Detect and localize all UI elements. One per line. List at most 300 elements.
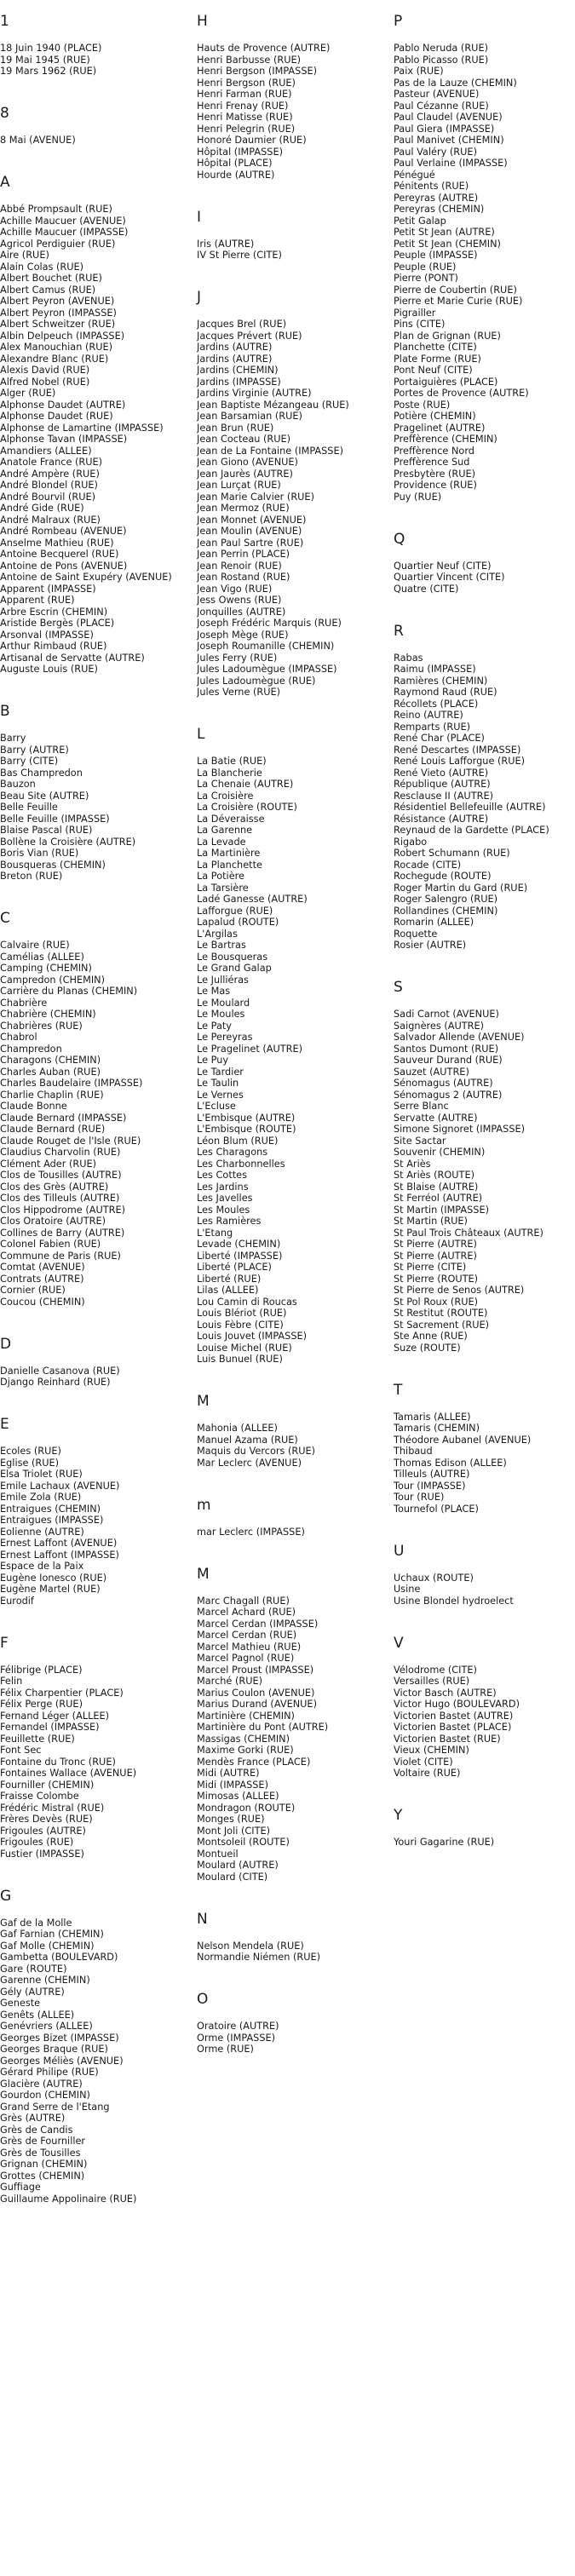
- street-entry: Eolienne (AUTRE): [0, 1526, 84, 1538]
- street-entry: Alphonse Daudet (AUTRE): [0, 399, 126, 411]
- street-entry: Guffiage: [0, 2182, 41, 2193]
- street-entry: Les Charbonnelles: [197, 1158, 285, 1170]
- street-entry: Gérard Philipe (RUE): [0, 2067, 99, 2078]
- street-entry: Jardins Virginie (AUTRE): [197, 388, 312, 399]
- street-entry: Marcel Achard (RUE): [197, 1607, 296, 1618]
- street-entry: Pablo Neruda (RUE): [394, 43, 488, 54]
- street-entry: Preffèrence (CHEMIN): [394, 434, 497, 445]
- street-entry: Victor Basch (AUTRE): [394, 1687, 497, 1699]
- street-entry: Clément Ader (RUE): [0, 1158, 97, 1170]
- street-entry: Le Moulard: [197, 997, 250, 1009]
- letter-section: [394, 623, 575, 952]
- street-entry: Portes de Provence (AUTRE): [394, 388, 529, 399]
- street-entry: Tamaris (ALLEE): [394, 1411, 471, 1423]
- street-entry: André Ampère (RUE): [0, 468, 100, 480]
- street-entry: Jacques Prévert (RUE): [197, 330, 302, 342]
- street-entry: Jean Baptiste Mézangeau (RUE): [197, 399, 349, 411]
- street-entry: Levade (CHEMIN): [197, 1239, 281, 1250]
- street-entry: Colonel Fabien (RUE): [0, 1239, 101, 1250]
- street-entry: Jules Verne (RUE): [197, 687, 281, 698]
- street-entry: Fontaines Wallace (AVENUE): [0, 1768, 137, 1779]
- street-entry: Jules Ladoumègue (IMPASSE): [197, 664, 337, 675]
- street-entry: Jean Cocteau (RUE): [197, 434, 291, 445]
- street-entry: Petit Galap: [394, 215, 446, 227]
- street-entry: Quatre (CITE): [394, 583, 459, 595]
- street-entry: Champredon: [0, 1043, 62, 1055]
- street-entry: Henri Barbusse (RUE): [197, 54, 302, 66]
- street-entry: Fustier (IMPASSE): [0, 1848, 84, 1860]
- street-entry: Albert Peyron (IMPASSE): [0, 307, 117, 319]
- street-entry: Raymond Raud (RUE): [394, 687, 497, 698]
- street-entry: L'Etang: [197, 1227, 233, 1239]
- street-entry: Ladé Ganesse (AUTRE): [197, 894, 308, 905]
- street-entry: Pénégué: [394, 169, 435, 181]
- street-entry: Jules Ladoumègue (RUE): [197, 675, 316, 687]
- street-entry: Joseph Frédéric Marquis (RUE): [197, 618, 342, 629]
- street-entry: Jean Rostand (RUE): [197, 572, 290, 583]
- street-entry: Midi (AUTRE): [197, 1768, 260, 1779]
- street-entry: Jean Giono (AVENUE): [197, 457, 298, 468]
- street-entry: La Garenne: [197, 825, 253, 836]
- street-entry: IV St Pierre (CITE): [197, 250, 282, 261]
- street-entry: René Descartes (IMPASSE): [394, 744, 521, 756]
- street-entry: Charles Auban (RUE): [0, 1066, 101, 1078]
- street-entry: Servatte (AUTRE): [394, 1112, 478, 1124]
- street-entry: Collines de Barry (AUTRE): [0, 1227, 125, 1239]
- street-entry: Souvenir (CHEMIN): [394, 1147, 486, 1158]
- street-entry: Danielle Casanova (RUE): [0, 1365, 120, 1377]
- street-entry: Marcel Mathieu (RUE): [197, 1641, 302, 1653]
- street-list: [0, 940, 184, 1308]
- street-entry: Breton (RUE): [0, 871, 63, 882]
- street-entry: Marcel Pagnol (RUE): [197, 1653, 295, 1664]
- street-entry: Les Jardins: [197, 1181, 249, 1193]
- street-entry: Moulard (CITE): [197, 1871, 268, 1883]
- street-entry: Preffèrence Sud: [394, 457, 470, 468]
- street-list: [197, 1527, 381, 1538]
- street-entry: Tilleuls (AUTRE): [394, 1469, 470, 1480]
- street-entry: St Sacrement (RUE): [394, 1319, 490, 1331]
- street-entry: Rochegude (ROUTE): [394, 871, 492, 882]
- street-entry: Alex Manouchian (RUE): [0, 342, 113, 353]
- street-entry: Suze (ROUTE): [394, 1342, 461, 1354]
- street-entry: Chabrol: [0, 1032, 37, 1043]
- street-entry: Genêts (ALLEE): [0, 2009, 75, 2021]
- section-letter: E: [0, 1416, 9, 1433]
- street-entry: Jean Marie Calvier (RUE): [197, 491, 314, 503]
- street-entry: Barry (CITE): [0, 756, 59, 767]
- street-entry: Henri Bergson (IMPASSE): [197, 66, 318, 77]
- section-letter: B: [0, 703, 10, 720]
- street-entry: Cornier (RUE): [0, 1285, 66, 1296]
- street-entry: Marius Coulon (AVENUE): [197, 1687, 315, 1699]
- street-entry: La Tarsière: [197, 882, 249, 894]
- street-entry: La Potière: [197, 871, 244, 882]
- street-entry: Versailles (RUE): [394, 1676, 470, 1687]
- letter-section: [197, 1497, 381, 1538]
- street-entry: Mondragon (ROUTE): [197, 1802, 296, 1814]
- street-entry: Ramières (CHEMIN): [394, 675, 488, 687]
- street-entry: Emile Zola (RUE): [0, 1492, 82, 1503]
- street-entry: Achille Maucuer (AVENUE): [0, 215, 126, 227]
- section-letter: R: [394, 622, 404, 640]
- street-entry: Blaise Pascal (RUE): [0, 825, 93, 836]
- street-entry: République (AUTRE): [394, 779, 491, 790]
- street-entry: Félix Perge (RUE): [0, 1699, 83, 1710]
- street-entry: Anselme Mathieu (RUE): [0, 537, 114, 549]
- street-entry: Pierre de Coubertin (RUE): [394, 284, 517, 296]
- letter-section: [394, 13, 575, 503]
- street-entry: Entraigues (IMPASSE): [0, 1515, 104, 1526]
- street-entry: Peuple (RUE): [394, 261, 457, 273]
- street-entry: Normandie Niémen (RUE): [197, 1952, 321, 1963]
- street-entry: Amandiers (ALLEE): [0, 445, 92, 457]
- street-entry: Robert Schumann (RUE): [394, 848, 510, 859]
- street-entry: Marc Chagall (RUE): [197, 1595, 290, 1607]
- street-entry: Gare (ROUTE): [0, 1963, 67, 1975]
- street-entry: Pasteur (AVENUE): [394, 89, 480, 100]
- street-entry: Georges Braque (RUE): [0, 2044, 108, 2055]
- street-entry: Peuple (IMPASSE): [394, 250, 478, 261]
- street-entry: Jean Brun (RUE): [197, 422, 274, 434]
- street-entry: Grand Serre de l'Etang: [0, 2101, 110, 2113]
- street-entry: Sénomagus 2 (AUTRE): [394, 1089, 503, 1101]
- street-entry: Planchette (CITE): [394, 342, 477, 353]
- street-entry: Le Pragelinet (AUTRE): [197, 1043, 303, 1055]
- street-entry: Providence (RUE): [394, 480, 477, 491]
- street-entry: Campredon (CHEMIN): [0, 974, 106, 986]
- street-entry: Anatole France (RUE): [0, 457, 103, 468]
- street-list: [394, 561, 575, 595]
- street-entry: Frigoules (AUTRE): [0, 1825, 86, 1837]
- section-letter: U: [394, 1542, 405, 1560]
- street-entry: Ecoles (RUE): [0, 1446, 61, 1457]
- street-entry: Boris Vian (RUE): [0, 848, 79, 859]
- street-entry: Site Sactar: [394, 1135, 446, 1147]
- street-entry: Jean de La Fontaine (IMPASSE): [197, 445, 344, 457]
- street-list: [0, 1918, 184, 2205]
- street-entry: Rocade (CITE): [394, 859, 462, 871]
- street-entry: Jardins (IMPASSE): [197, 376, 281, 388]
- street-entry: Joseph Mège (RUE): [197, 629, 289, 641]
- street-entry: Claude Bernard (IMPASSE): [0, 1112, 127, 1124]
- street-entry: Martinière (CHEMIN): [197, 1710, 295, 1722]
- street-entry: Barry (AUTRE): [0, 744, 69, 756]
- street-list: [0, 1665, 184, 1860]
- street-entry: Camping (CHEMIN): [0, 963, 92, 974]
- street-entry: Fernandel (IMPASSE): [0, 1722, 100, 1733]
- street-entry: Violet (CITE): [394, 1756, 453, 1768]
- street-entry: Claude Rouget de l'Isle (RUE): [0, 1135, 141, 1147]
- street-entry: Hôpital (IMPASSE): [197, 146, 283, 158]
- street-entry: Le Moules: [197, 1009, 245, 1020]
- street-entry: Genévriers (ALLEE): [0, 2021, 93, 2032]
- street-entry: Gambetta (BOULEVARD): [0, 1952, 118, 1963]
- street-entry: Gaf Molle (CHEMIN): [0, 1940, 95, 1952]
- street-entry: Garenne (CHEMIN): [0, 1975, 90, 1986]
- street-entry: St Pierre (ROUTE): [394, 1273, 479, 1285]
- street-entry: Nelson Mendela (RUE): [197, 1940, 304, 1952]
- street-list: [197, 2021, 381, 2056]
- section-letter: A: [0, 174, 10, 191]
- street-entry: Guillaume Appolinaire (RUE): [0, 2193, 137, 2205]
- street-entry: Martinière du Pont (AUTRE): [197, 1722, 329, 1733]
- letter-section: [0, 1888, 184, 2205]
- street-entry: Usine: [394, 1584, 421, 1595]
- street-entry: Roger Salengro (RUE): [394, 894, 498, 905]
- section-letter: J: [197, 289, 202, 306]
- street-entry: Henri Bergson (RUE): [197, 77, 296, 89]
- street-entry: Fourniller (CHEMIN): [0, 1779, 95, 1791]
- street-entry: St Ferréol (AUTRE): [394, 1193, 483, 1204]
- street-entry: Albin Delpeuch (IMPASSE): [0, 330, 125, 342]
- street-entry: Frédéric Mistral (RUE): [0, 1802, 105, 1814]
- street-list: [394, 1009, 575, 1354]
- street-entry: Grès de Fourniller: [0, 2136, 86, 2147]
- street-entry: Paul Claudel (AVENUE): [394, 112, 503, 123]
- street-entry: Mont Joli (CITE): [197, 1825, 271, 1837]
- column-3: [394, 13, 575, 1876]
- street-entry: Barry: [0, 733, 26, 744]
- section-letter: C: [0, 910, 10, 927]
- street-entry: Midi (IMPASSE): [197, 1779, 268, 1791]
- letter-section: [0, 13, 184, 78]
- street-entry: Portaiguières (PLACE): [394, 376, 498, 388]
- street-entry: Le Bousqueras: [197, 951, 268, 963]
- street-entry: Geneste: [0, 1998, 41, 2009]
- street-entry: Louis Fèbre (CITE): [197, 1319, 284, 1331]
- street-entry: Camélias (ALLEE): [0, 951, 84, 963]
- street-entry: Abbé Prompsault (RUE): [0, 204, 112, 215]
- street-entry: Les Javelles: [197, 1193, 253, 1204]
- street-entry: Glacière (AUTRE): [0, 2078, 83, 2090]
- street-list: [0, 204, 184, 676]
- street-entry: L'Argilas: [197, 928, 238, 940]
- section-letter: I: [197, 208, 202, 226]
- letter-section: [394, 979, 575, 1354]
- street-entry: Clos de Tousilles (AUTRE): [0, 1170, 122, 1181]
- street-entry: Reino (AUTRE): [394, 710, 463, 721]
- street-entry: Rosier (AUTRE): [394, 940, 467, 951]
- street-entry: Jean Paul Sartre (RUE): [197, 537, 304, 549]
- street-entry: Font Sec: [0, 1745, 42, 1756]
- street-entry: Usine Blondel hydroelect: [394, 1595, 514, 1607]
- section-letter: Q: [394, 530, 405, 548]
- street-entry: Ernest Laffont (IMPASSE): [0, 1549, 119, 1561]
- street-entry: Félibrige (PLACE): [0, 1664, 83, 1676]
- street-entry: Charles Baudelaire (IMPASSE): [0, 1078, 143, 1089]
- street-entry: 19 Mai 1945 (RUE): [0, 54, 90, 66]
- street-entry: Jean Vigo (RUE): [197, 583, 273, 595]
- street-entry: Aire (RUE): [0, 250, 49, 261]
- street-entry: Clos des Tilleuls (AUTRE): [0, 1193, 120, 1204]
- street-entry: La Martinière: [197, 848, 261, 859]
- street-entry: Clos Oratoire (AUTRE): [0, 1216, 106, 1227]
- street-entry: Maquis du Vercors (RUE): [197, 1446, 316, 1457]
- street-entry: Alphonse Daudet (RUE): [0, 411, 113, 422]
- street-entry: L'Ecluse: [197, 1101, 236, 1112]
- section-letter: L: [197, 726, 205, 743]
- street-entry: Hôpital (PLACE): [197, 158, 273, 169]
- street-entry: Aristide Bergès (PLACE): [0, 618, 115, 629]
- street-entry: Tournefol (PLACE): [394, 1503, 479, 1515]
- letter-section: [197, 726, 381, 1366]
- street-entry: Simone Signoret (IMPASSE): [394, 1124, 526, 1135]
- street-entry: Jardins (AUTRE): [197, 342, 273, 353]
- letter-section: [0, 703, 184, 883]
- letter-section: [0, 174, 184, 676]
- street-list: [197, 43, 381, 181]
- street-entry: Henri Frenay (RUE): [197, 100, 289, 112]
- street-entry: Vieux (CHEMIN): [394, 1745, 469, 1756]
- street-entry: André Bourvil (RUE): [0, 491, 96, 503]
- street-entry: Pins (CITE): [394, 319, 446, 330]
- street-list: [197, 1423, 381, 1469]
- street-entry: Léon Blum (RUE): [197, 1135, 279, 1147]
- street-entry: Récollets (PLACE): [394, 698, 479, 710]
- street-entry: Pierre et Marie Curie (RUE): [394, 296, 523, 307]
- street-entry: Pas de la Lauze (CHEMIN): [394, 77, 517, 89]
- street-entry: Rabas: [394, 652, 423, 664]
- street-entry: St Pierre (CITE): [394, 1262, 467, 1273]
- street-entry: Louis Blériot (RUE): [197, 1308, 287, 1319]
- street-entry: Rollandines (CHEMIN): [394, 905, 498, 917]
- street-entry: Roquette: [394, 928, 438, 940]
- street-entry: Bas Champredon: [0, 767, 83, 779]
- street-entry: Albert Camus (RUE): [0, 284, 96, 296]
- street-entry: Le Puy: [197, 1055, 229, 1066]
- street-entry: La Batie (RUE): [197, 756, 267, 767]
- street-list: [197, 319, 381, 699]
- street-entry: André Blondel (RUE): [0, 480, 98, 491]
- street-entry: Le Taulin: [197, 1078, 239, 1089]
- street-entry: Lilas (ALLEE): [197, 1285, 259, 1296]
- street-entry: Chabrière: [0, 997, 48, 1009]
- street-entry: Sauveur Durand (RUE): [394, 1055, 503, 1066]
- section-letter: O: [197, 1991, 209, 2008]
- street-entry: Pereyras (CHEMIN): [394, 204, 485, 215]
- street-entry: Belle Feuille (IMPASSE): [0, 813, 110, 825]
- street-entry: Coucou (CHEMIN): [0, 1296, 85, 1308]
- street-entry: Lapalud (ROUTE): [197, 917, 279, 928]
- street-entry: Liberté (PLACE): [197, 1262, 272, 1273]
- street-entry: Apparent (IMPASSE): [0, 583, 96, 595]
- street-entry: Liberté (IMPASSE): [197, 1250, 283, 1262]
- street-entry: Presbytère (RUE): [394, 468, 476, 480]
- street-list: [197, 1941, 381, 1964]
- street-entry: Maxime Gorki (RUE): [197, 1745, 294, 1756]
- street-entry: Puy (RUE): [394, 491, 442, 503]
- street-entry: Le Julliéras: [197, 974, 249, 986]
- street-entry: Plate Forme (RUE): [394, 353, 481, 365]
- street-entry: André Rombeau (AVENUE): [0, 526, 127, 537]
- street-entry: Les Ramières: [197, 1216, 262, 1227]
- street-entry: Fontaine du Tronc (RUE): [0, 1756, 116, 1768]
- street-entry: Clos Hippodrome (AUTRE): [0, 1204, 126, 1216]
- letter-section: [0, 910, 184, 1308]
- street-entry: Pragelinet (AUTRE): [394, 422, 486, 434]
- street-entry: Paul Manivet (CHEMIN): [394, 135, 504, 146]
- letter-section: [394, 531, 575, 595]
- street-entry: Iris (AUTRE): [197, 238, 255, 250]
- street-entry: Gély (AUTRE): [0, 1986, 65, 1998]
- street-entry: Les Cottes: [197, 1170, 248, 1181]
- street-entry: Thomas Edison (ALLEE): [394, 1457, 507, 1469]
- street-entry: St Restitut (ROUTE): [394, 1308, 488, 1319]
- letter-section: [0, 1336, 184, 1389]
- street-entry: St Pierre (AUTRE): [394, 1250, 477, 1262]
- street-entry: Louis Jouvet (IMPASSE): [197, 1331, 308, 1342]
- letter-section: [0, 1635, 184, 1860]
- street-entry: St Ariès (ROUTE): [394, 1170, 474, 1181]
- letter-section: [197, 1911, 381, 1964]
- street-entry: Youri Gagarine (RUE): [394, 1837, 495, 1848]
- street-entry: Chabrière (CHEMIN): [0, 1009, 96, 1020]
- street-entry: Joseph Roumanille (CHEMIN): [197, 641, 335, 652]
- street-entry: André Gide (RUE): [0, 503, 84, 514]
- street-entry: Liberté (RUE): [197, 1273, 262, 1285]
- street-entry: Honoré Daumier (RUE): [197, 135, 307, 146]
- street-entry: Antoine Becquerel (RUE): [0, 549, 119, 560]
- letter-section: [0, 105, 184, 147]
- street-entry: Artisanal de Servatte (AUTRE): [0, 652, 145, 664]
- street-entry: Frères Devès (RUE): [0, 1814, 93, 1825]
- street-list: [197, 239, 381, 262]
- street-entry: Le Grand Galap: [197, 963, 272, 974]
- street-entry: Auguste Louis (RUE): [0, 664, 98, 675]
- street-entry: Paul Verlaine (IMPASSE): [394, 158, 508, 169]
- street-entry: Hourde (AUTRE): [197, 169, 275, 181]
- section-letter: m: [197, 1496, 211, 1514]
- street-entry: Ste Anne (RUE): [394, 1331, 468, 1342]
- letter-section: [197, 209, 381, 262]
- street-entry: Alexis David (RUE): [0, 365, 90, 376]
- street-entry: Carrière du Planas (CHEMIN): [0, 986, 138, 997]
- street-entry: Le Vernes: [197, 1089, 244, 1101]
- street-entry: Calvaire (RUE): [0, 940, 70, 951]
- street-entry: L'Embisque (AUTRE): [197, 1112, 296, 1124]
- street-entry: Rigabo: [394, 836, 428, 848]
- street-entry: Alexandre Blanc (RUE): [0, 353, 109, 365]
- street-entry: Gaf Farnian (CHEMIN): [0, 1929, 104, 1940]
- street-entry: Victor Hugo (BOULEVARD): [394, 1699, 520, 1710]
- street-entry: Grès de Candis: [0, 2124, 73, 2136]
- street-entry: St Blaise (AUTRE): [394, 1181, 479, 1193]
- street-entry: Remparts (RUE): [394, 721, 471, 733]
- street-list: [394, 1837, 575, 1849]
- street-entry: Mahonia (ALLEE): [197, 1423, 278, 1434]
- street-entry: La Chenaie (AUTRE): [197, 779, 294, 790]
- street-entry: Sauzet (AUTRE): [394, 1066, 469, 1078]
- street-entry: Romarin (ALLEE): [394, 917, 474, 928]
- street-entry: Jonquilles (AUTRE): [197, 606, 286, 618]
- street-entry: Comtat (AVENUE): [0, 1262, 85, 1273]
- street-entry: Charlie Chaplin (RUE): [0, 1089, 104, 1101]
- street-entry: St Paul Trois Châteaux (AUTRE): [394, 1227, 543, 1239]
- street-entry: Mimosas (ALLEE): [197, 1791, 279, 1802]
- street-entry: Grottes (CHEMIN): [0, 2170, 85, 2182]
- street-entry: Claude Bonne: [0, 1101, 67, 1112]
- street-list: [0, 43, 184, 78]
- street-entry: Le Pereyras: [197, 1032, 253, 1043]
- street-entry: Beau Site (AUTRE): [0, 790, 89, 802]
- street-entry: Le Tardier: [197, 1066, 244, 1078]
- section-letter: 8: [0, 105, 9, 122]
- street-entry: Reynaud de la Gardette (PLACE): [394, 825, 549, 836]
- section-letter: G: [0, 1887, 12, 1905]
- street-entry: Orme (IMPASSE): [197, 2032, 276, 2044]
- street-entry: Antoine de Saint Exupéry (AVENUE): [0, 572, 172, 583]
